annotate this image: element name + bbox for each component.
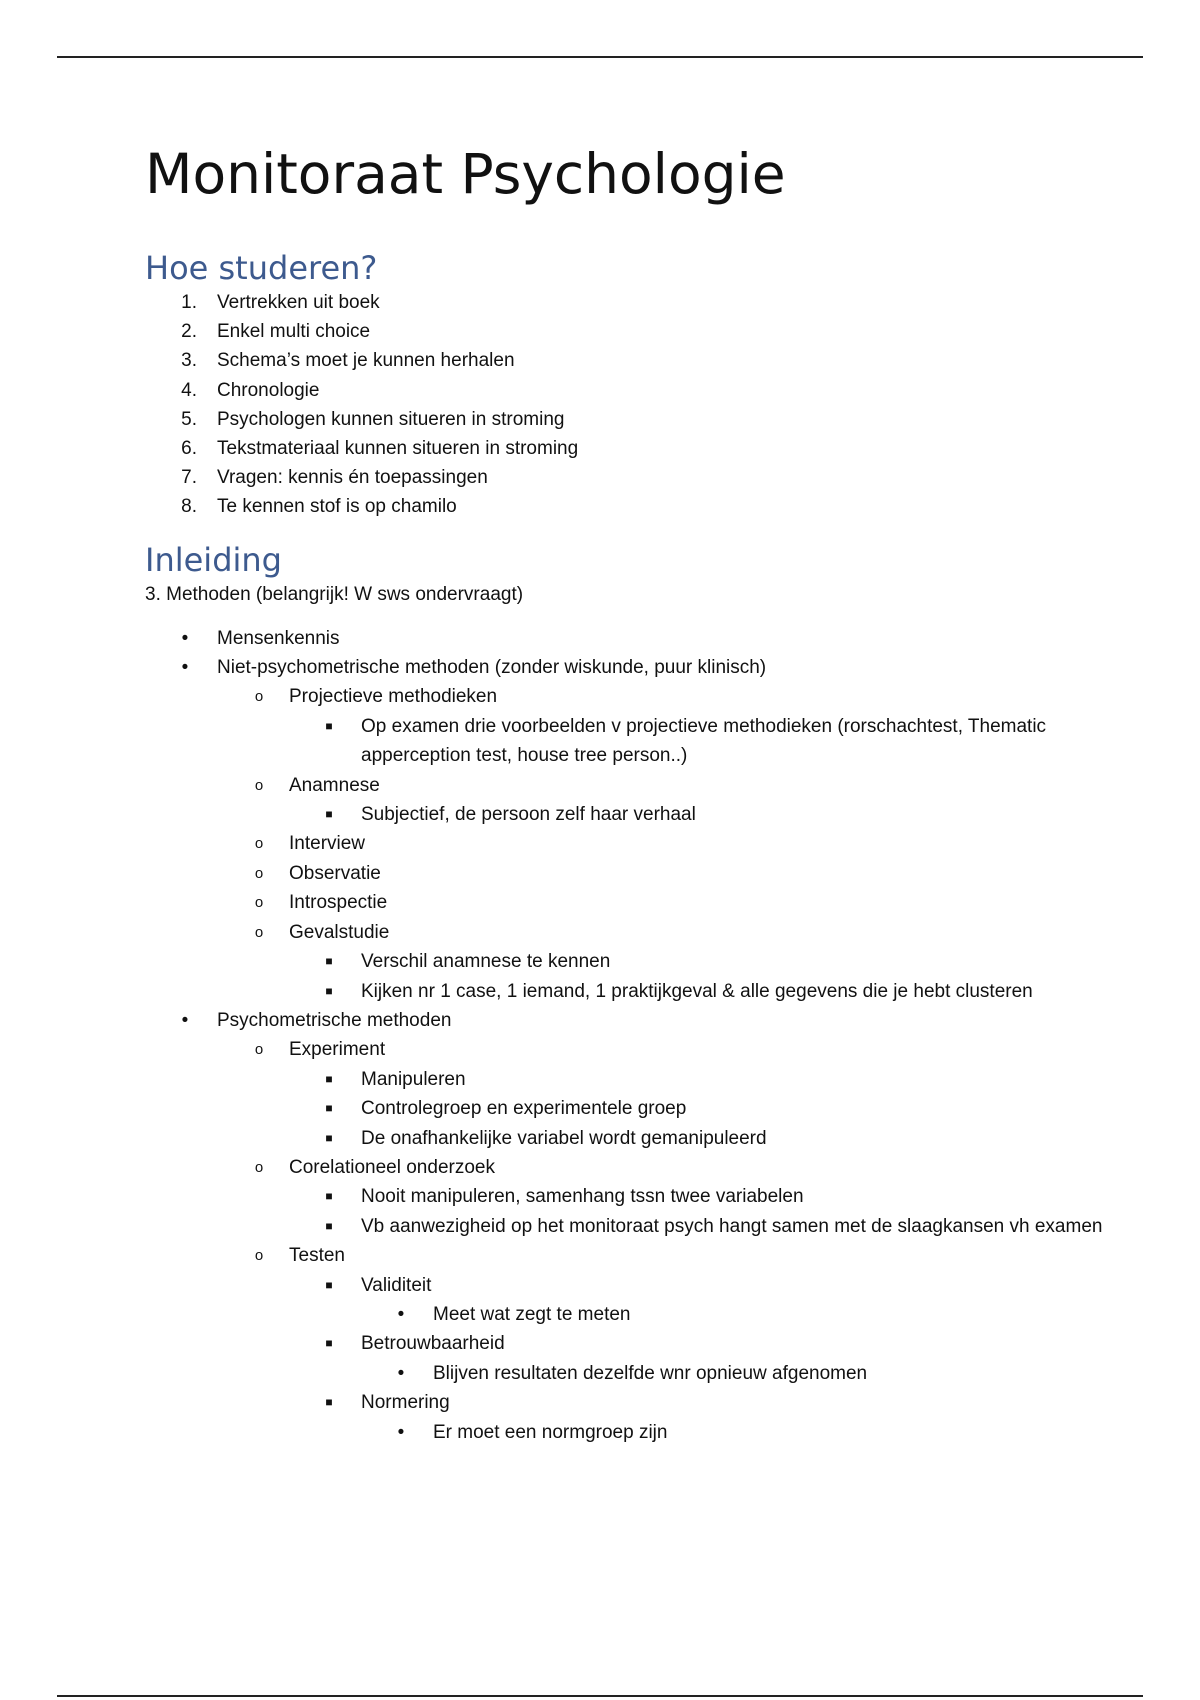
list-item: ■ Subjectief, de persoon zelf haar verhaal	[289, 800, 1105, 829]
square-bullet-icon: ■	[325, 1395, 333, 1410]
list-item: 6. Tekstmateriaal kunnen situeren in stroming	[181, 438, 579, 460]
methoden-intro: 3. Methoden (belangrijk! W sws ondervraagt)	[145, 583, 524, 605]
list-item: 3. Schema’s moet je kunnen herhalen	[181, 350, 515, 372]
list-item: o Projectieve methodieken ■ Op examen drie voorbeelden v projectieve methodieken (rorschachtest, Thematic apperception test, house tree person..)	[217, 682, 1105, 770]
list-item: o Introspectie	[217, 888, 1105, 917]
list-item: 4. Chronologie	[181, 379, 320, 401]
bullet-icon: •	[181, 1009, 189, 1031]
bullet-icon: •	[397, 1421, 405, 1443]
list-item: • Meet wat zegt te meten	[361, 1300, 1105, 1329]
list-item: 7. Vragen: kennis én toepassingen	[181, 467, 488, 489]
list-item: • Psychometrische methoden o Experiment ■ Manipuleren ■ Controlegroep en experimentele groep ■ De onafhankelijke variabel wordt gemanipuleerd o Corelationeel onderzoek ■ Nooit manipuleren, samenhang tssn twee variabelen ■ Vb aanwezigheid op het monitoraat psych hangt samen met de slaagkansen vh examen o Testen ■ Validiteit • Meet wat zegt te meten ■ Betrouwbaarheid • Blijven resultaten dezelfde wnr opnieuw afgenomen ■ Normering • Er moet een normgroep zijn	[145, 1006, 1105, 1447]
document-body	[145, 138, 1105, 1447]
sublist	[289, 947, 1105, 1006]
circle-bullet-icon: o	[254, 923, 264, 941]
list-item: ■ Validiteit • Meet wat zegt te meten	[289, 1271, 1105, 1330]
square-bullet-icon: ■	[325, 954, 333, 969]
bullet-icon: •	[397, 1362, 405, 1384]
list-item: ■ Manipuleren	[289, 1065, 1105, 1094]
circle-bullet-icon: o	[254, 835, 264, 853]
circle-bullet-icon: o	[254, 688, 264, 706]
square-bullet-icon: ■	[325, 807, 333, 822]
circle-bullet-icon: o	[254, 1158, 264, 1176]
bullet-icon: •	[397, 1303, 405, 1325]
section-heading-hoe-studeren: Hoe studeren?	[145, 249, 378, 287]
sublist	[361, 1418, 1105, 1447]
list-item: o Experiment ■ Manipuleren ■ Controlegroep en experimentele groep ■ De onafhankelijke variabel wordt gemanipuleerd	[217, 1035, 1105, 1153]
sublist	[361, 1359, 1105, 1388]
list-item: 2. Enkel multi choice	[181, 321, 371, 343]
square-bullet-icon: ■	[325, 1336, 333, 1351]
circle-bullet-icon: o	[254, 776, 264, 794]
sublist	[289, 1182, 1105, 1241]
list-item: o Observatie	[217, 859, 1105, 888]
list-item: ■ Betrouwbaarheid • Blijven resultaten dezelfde wnr opnieuw afgenomen	[289, 1329, 1105, 1388]
sublist	[289, 1065, 1105, 1153]
list-item: o Interview	[217, 829, 1105, 858]
square-bullet-icon: ■	[325, 1101, 333, 1116]
list-item: ■ De onafhankelijke variabel wordt gemanipuleerd	[289, 1124, 1105, 1153]
list-item: 1. Vertrekken uit boek	[181, 292, 380, 313]
footer-rule	[57, 1695, 1143, 1697]
sublist	[361, 1300, 1105, 1329]
list-item: 8. Te kennen stof is op chamilo	[181, 496, 457, 518]
square-bullet-icon: ■	[325, 1189, 333, 1204]
sublist	[289, 1271, 1105, 1447]
section-heading-inleiding: Inleiding	[145, 540, 282, 579]
list-item: o Gevalstudie ■ Verschil anamnese te kennen ■ Kijken nr 1 case, 1 iemand, 1 praktijkgeval & alle gegevens die je hebt clusteren	[217, 918, 1105, 1006]
header-rule	[57, 56, 1143, 58]
circle-bullet-icon: o	[254, 864, 264, 882]
list-item: o Corelationeel onderzoek ■ Nooit manipuleren, samenhang tssn twee variabelen ■ Vb aanwezigheid op het monitoraat psych hangt samen met de slaagkansen vh examen	[217, 1153, 1105, 1241]
list-item: • Mensenkennis	[145, 624, 1105, 653]
document-title: Monitoraat Psychologie	[145, 142, 786, 206]
list-item: ■ Op examen drie voorbeelden v projectieve methodieken (rorschachtest, Thematic apperception test, house tree person..)	[289, 712, 1105, 771]
circle-bullet-icon: o	[254, 1247, 264, 1265]
circle-bullet-icon: o	[254, 894, 264, 912]
square-bullet-icon: ■	[325, 1277, 333, 1292]
list-item: ■ Nooit manipuleren, samenhang tssn twee variabelen	[289, 1182, 1105, 1211]
sublist	[217, 682, 1105, 1005]
circle-bullet-icon: o	[254, 1041, 264, 1059]
methods-outline	[145, 624, 1105, 1447]
square-bullet-icon: ■	[325, 1071, 333, 1086]
sublist	[289, 712, 1105, 771]
bullet-icon: •	[181, 627, 189, 649]
square-bullet-icon: ■	[325, 1130, 333, 1145]
list-item: o Anamnese ■ Subjectief, de persoon zelf haar verhaal	[217, 771, 1105, 830]
list-item: ■ Controlegroep en experimentele groep	[289, 1094, 1105, 1123]
list-item: ■ Vb aanwezigheid op het monitoraat psych hangt samen met de slaagkansen vh examen	[289, 1212, 1105, 1241]
list-item: • Blijven resultaten dezelfde wnr opnieuw afgenomen	[361, 1359, 1105, 1388]
study-tips-list	[145, 288, 1105, 522]
square-bullet-icon: ■	[325, 718, 333, 733]
list-item: ■ Normering • Er moet een normgroep zijn	[289, 1388, 1105, 1447]
list-item: o Testen ■ Validiteit • Meet wat zegt te meten ■ Betrouwbaarheid • Blijven resultaten dezelfde wnr opnieuw afgenomen ■ Normering • Er moet een normgroep zijn	[217, 1241, 1105, 1447]
list-item: 5. Psychologen kunnen situeren in stroming	[181, 408, 565, 430]
list-item: ■ Verschil anamnese te kennen	[289, 947, 1105, 976]
bullet-icon: •	[181, 657, 189, 679]
sublist	[289, 800, 1105, 829]
square-bullet-icon: ■	[325, 1218, 333, 1233]
list-item: • Niet-psychometrische methoden (zonder wiskunde, puur klinisch) o Projectieve methodieken ■ Op examen drie voorbeelden v projectieve methodieken (rorschachtest, Thematic apperception test, house tree person..) o Anamnese ■ Subjectief, de persoon zelf haar verhaal o Interview o Observatie o Introspectie o Gevalstudie ■ Verschil anamnese te kennen ■ Kijken nr 1 case, 1 iemand, 1 praktijkgeval & alle gegevens die je hebt clusteren	[145, 653, 1105, 1006]
sublist	[217, 1035, 1105, 1447]
square-bullet-icon: ■	[325, 983, 333, 998]
list-item: ■ Kijken nr 1 case, 1 iemand, 1 praktijkgeval & alle gegevens die je hebt clusteren	[289, 977, 1105, 1006]
list-item: • Er moet een normgroep zijn	[361, 1418, 1105, 1447]
